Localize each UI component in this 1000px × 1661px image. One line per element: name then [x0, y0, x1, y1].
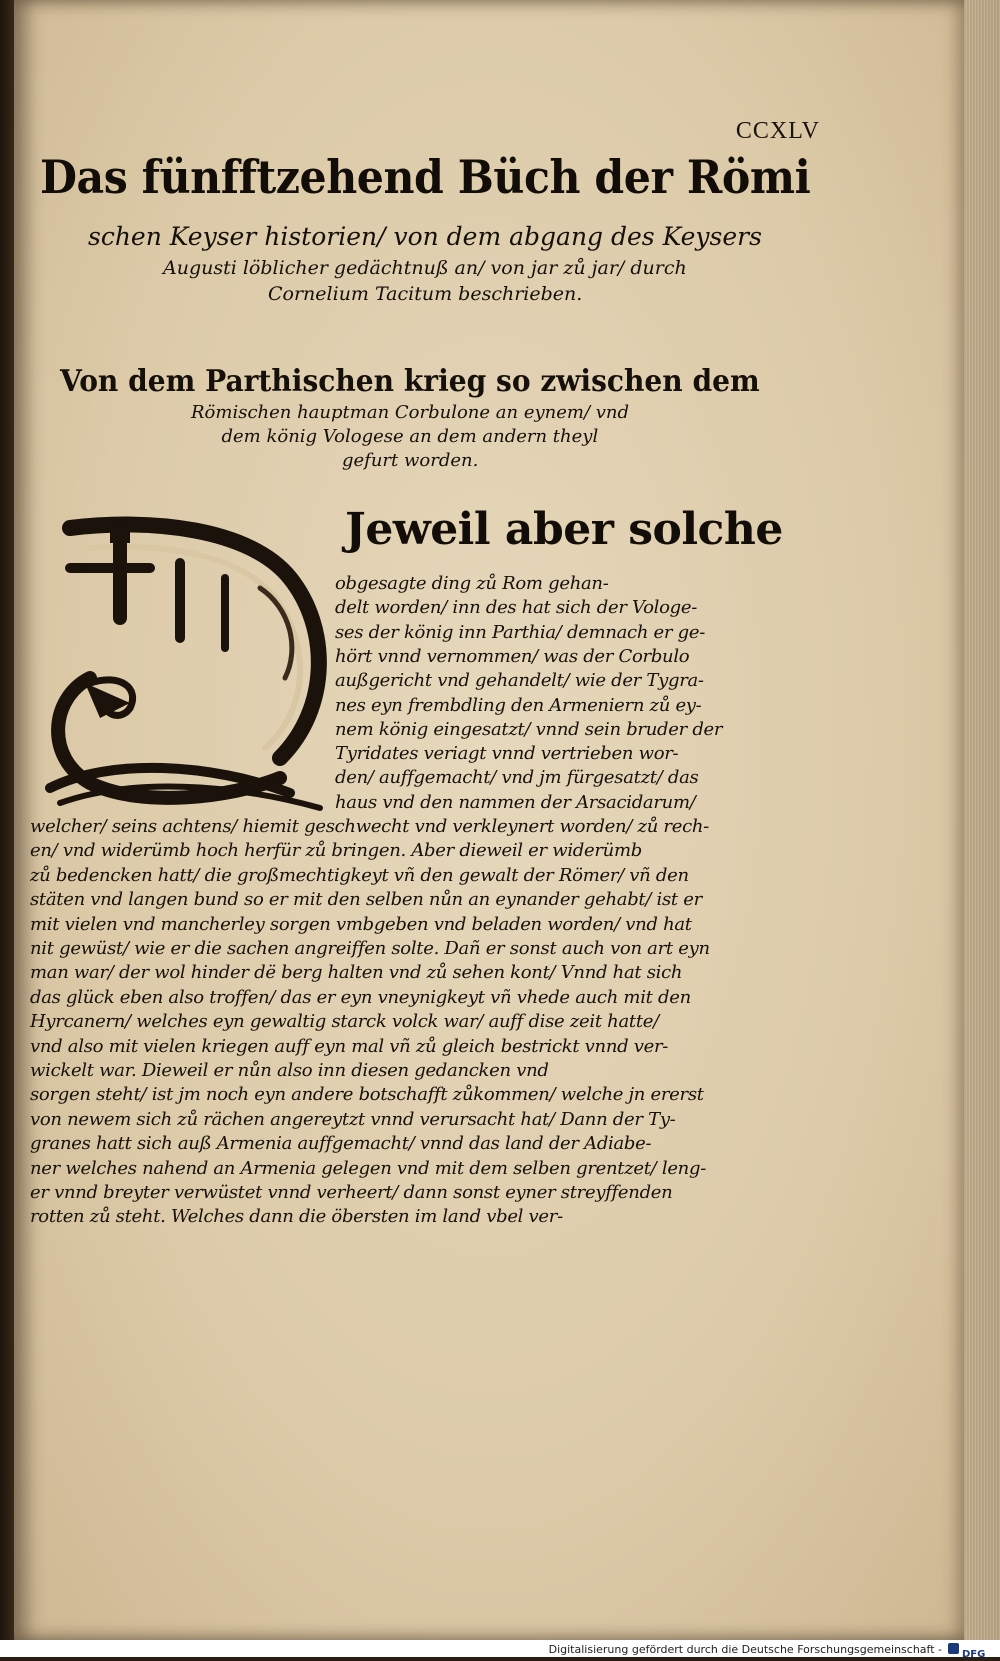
- text-line: zů bedencken hatt/ die großmechtigkeyt vñ den gewalt der Römer/ vñ den: [30, 864, 689, 886]
- lead-words: Jeweil aber solche: [345, 504, 783, 555]
- text-line: granes hatt sich auß Armenia auffgemacht/ vnnd das land der Adiabe-: [30, 1133, 652, 1155]
- text-line: en/ vnd widerümb hoch herfür zů bringen. Aber dieweil er widerümb: [30, 840, 642, 862]
- page-edges: [964, 0, 1000, 1640]
- text-line: nit gewüst/ wie er die sachen angreiffen solte. Dañ er sonst auch von art eyn: [30, 938, 710, 959]
- text-line: nes eyn frembdling den Armeniern zů ey-: [335, 694, 702, 716]
- text-line: nem könig eingesatzt/ vnnd sein bruder der: [335, 718, 723, 740]
- chapter-heading-line-4: gefurt worden.: [342, 450, 479, 471]
- text-line: außgericht vnd gehandelt/ wie der Tygra-: [335, 670, 704, 692]
- text-line: hört vnnd vernommen/ was der Corbulo: [335, 645, 690, 667]
- text-line: delt worden/ inn des hat sich der Vologe-: [335, 597, 697, 619]
- text-line: haus vnd den nammen der Arsacidarum/: [335, 791, 696, 813]
- text-line: wickelt war. Dieweil er nůn also inn diesen gedancken vnd: [30, 1060, 549, 1081]
- dfg-logo-icon: [948, 1642, 994, 1660]
- text-line: obgesagte ding zů Rom gehan-: [335, 573, 609, 594]
- chapter-heading-line-3: dem könig Vologese an dem andern theyl: [221, 426, 599, 447]
- text-line: welcher/ seins achtens/ hiemit geschwecht vnd verkleynert worden/ zů rech-: [30, 816, 709, 837]
- dfg-mark-icon: [948, 1643, 959, 1654]
- decorated-initial-icon: [30, 508, 335, 818]
- text-line: das glück eben also troffen/ das er eyn vneynigkeyt vñ vhede auch mit den: [30, 986, 691, 1008]
- text-line: man war/ der wol hinder dë berg halten vnd zů sehen kont/ Vnnd hat sich: [30, 962, 683, 984]
- text-line: rotten zů steht. Welches dann die öbersten im land vbel ver-: [30, 1206, 563, 1228]
- book-title-line-4: Cornelium Tacitum beschrieben.: [268, 283, 583, 305]
- text-line: stäten vnd langen bund so er mit den selben nůn an eynander gehabt/ ist er: [30, 889, 702, 911]
- chapter-heading-line-2: Römischen hauptman Corbulone an eynem/ vnd: [191, 402, 630, 423]
- text-line: er vnnd breyter verwüstet vnnd verheert/ dann sonst eyner streyffenden: [30, 1182, 673, 1203]
- text-line: sorgen steht/ ist jm noch eyn andere botschafft zůkommen/ welche jn ererst: [30, 1084, 704, 1106]
- text-line: mit vielen vnd mancherley sorgen vmbgeben vnd beladen worden/ vnd hat: [30, 913, 692, 935]
- text-line: von newem sich zů rächen angereytzt vnnd verursacht hat/ Dann der Ty-: [30, 1108, 676, 1130]
- text-line: Hyrcanern/ welches eyn gewaltig starck volck war/ auff dise zeit hatte/: [30, 1011, 659, 1033]
- book-title-line-3: Augusti löblicher gedächtnuß an/ von jar zů jar/ durch: [163, 257, 687, 279]
- funding-credit: Digitalisierung gefördert durch die Deutsche Forschungsgemeinschaft -: [548, 1643, 942, 1656]
- book-title-line-2: schen Keyser historien/ von dem abgang des Keysers: [88, 222, 762, 251]
- dfg-logo-text: DFG: [962, 1649, 986, 1660]
- text-line: den/ auffgemacht/ vnd jm fürgesatzt/ das: [335, 767, 699, 789]
- text-line: ner welches nahend an Armenia gelegen vnd mit dem selben grentzet/ leng-: [30, 1157, 706, 1179]
- folio-number: CCXLV: [735, 118, 820, 144]
- text-line: vnd also mit vielen kriegen auff eyn mal vñ zů gleich bestrickt vnnd ver-: [30, 1035, 669, 1057]
- text-line: Tyridates veriagt vnnd vertrieben wor-: [335, 743, 679, 765]
- chapter-heading: Von dem Parthischen krieg so zwischen dem: [60, 364, 760, 399]
- book-title: Das fünfftzehend Büch der Römi: [40, 150, 811, 204]
- text-line: ses der könig inn Parthia/ demnach er ge-: [335, 621, 705, 643]
